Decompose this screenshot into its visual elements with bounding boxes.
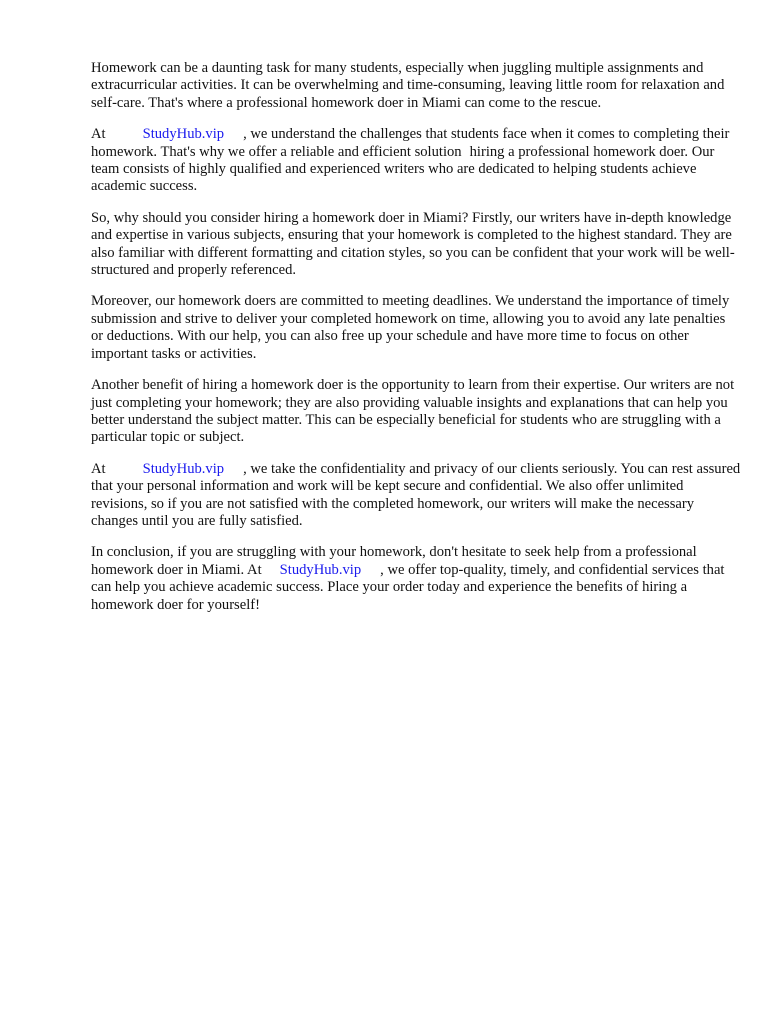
paragraph-deadlines: Moreover, our homework doers are committed to meeting deadlines. We understand the importance of timely submission and strive to deliver your completed homework on time, allowing you to avoid any late penalties or deductions. With our help, you can also free up your schedule and have more time to focus on other important tasks or activities.	[91, 293, 730, 362]
paragraph-text: , we offer top-quality, timely, and confidential services that can help you achieve academic success. Place your order today and experience the benefits of hiring a homework doer for yourself!	[91, 561, 725, 613]
paragraph-prefix: At	[91, 126, 106, 143]
studyhub-link[interactable]: StudyHub.vip	[279, 561, 362, 578]
paragraph-text: , we understand the challenges that students face when it comes to completing their homework. That's why we offer a reliable and efficient solution	[91, 126, 730, 160]
paragraph-prefix: At	[91, 460, 106, 477]
paragraph-prefix: In conclusion, if you are struggling with your homework, don't hesitate to seek help from a professional homework doer in Miami. At	[91, 544, 697, 578]
paragraph-text-continued: hiring a professional homework doer. Our team consists of highly qualified and experienced writers who are dedicated to helping students achieve academic success.	[91, 143, 715, 195]
paragraph-confidentiality	[91, 461, 741, 531]
paragraph-text: , we take the confidentiality and privacy of our clients seriously. You can rest assured that your personal information and work will be kept secure and confidential. We also offer unlimited revisions, so if you are not satisfied with the completed homework, our writers will make the necessary changes until you are fully satisfied.	[91, 460, 741, 529]
paragraph-studyhub-solution	[91, 126, 741, 196]
paragraph-learn-expertise: Another benefit of hiring a homework doer is the opportunity to learn from their expertise. Our writers are not just completing your homework; they are also providing valuable insights and explanations that can help you better understand the subject matter. This can be especially beneficial for students who are struggling with a particular topic or subject.	[91, 377, 735, 446]
document-body	[91, 60, 741, 628]
studyhub-link[interactable]: StudyHub.vip	[142, 126, 225, 143]
studyhub-link[interactable]: StudyHub.vip	[142, 460, 225, 477]
paragraph-conclusion	[91, 544, 741, 614]
paragraph-why-hire: So, why should you consider hiring a homework doer in Miami? Firstly, our writers have in-depth knowledge and expertise in various subjects, ensuring that your homework is completed to the highest standard. They are also familiar with different formatting and citation styles, so you can be confident that your work will be well-structured and properly referenced.	[91, 209, 735, 279]
paragraph-intro: Homework can be a daunting task for many students, especially when juggling multiple assignments and extracurricular activities. It can be overwhelming and time-consuming, leaving little room for relaxation and self-care. That's where a professional homework doer in Miami can come to the rescue.	[91, 60, 725, 111]
